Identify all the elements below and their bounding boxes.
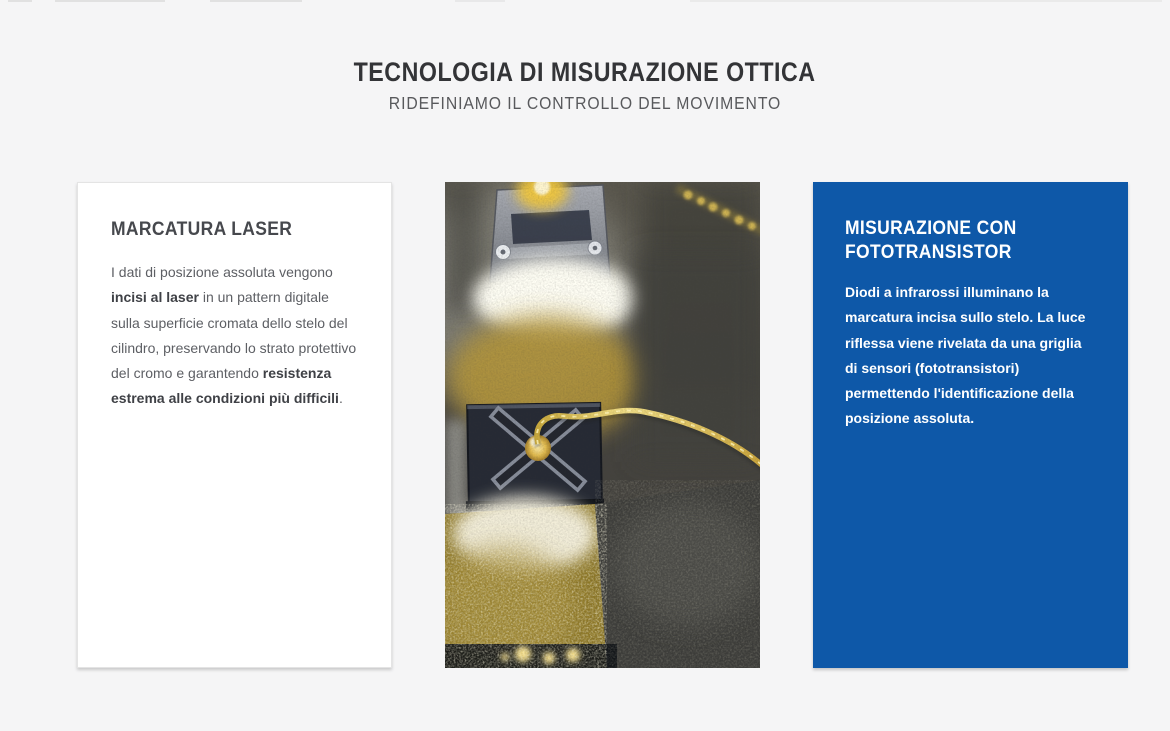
card-misurazione-fototransistor [813,182,1128,668]
top-edge-artifact [8,0,32,2]
top-edge-artifact [690,0,1162,2]
card-misurazione-fototransistor-title: MISURAZIONE CON FOTOTRANSISTOR [845,218,1017,263]
top-edge-artifact [455,0,505,2]
content-columns [77,182,1130,668]
page-subtitle [0,93,1170,113]
page-subtitle-text: RIDEFINIAMO IL CONTROLLO DEL MOVIMENTO [388,93,782,113]
page-title-text: TECNOLOGIA DI MISURAZIONE OTTICA [354,57,816,87]
section-header [0,0,1170,113]
card-marcatura-laser-title: MARCATURA LASER [111,219,293,240]
card-marcatura-laser [77,182,392,668]
card-misurazione-fototransistor-body: Diodi a infrarossi illuminano la marcatura incisa sullo stelo. La luce riflessa viene rivelata da una griglia di sensori (fototransistori) permettendo l'identificazione della posizione assoluta. [845,284,1086,427]
top-edge-artifact [55,0,165,2]
phototransistor-macro-photo-art [445,182,760,668]
page-title [0,58,1170,87]
phototransistor-macro-photo [445,182,760,668]
top-edge-artifact [210,0,302,2]
card-marcatura-laser-body: I dati di posizione assoluta vengono incisi al laser in un pattern digitale sulla superficie cromata dello stelo del cilindro, preservando lo strato protettivo del cromo e garantendo resistenza estrema alle condizioni più difficili. [111,264,357,407]
